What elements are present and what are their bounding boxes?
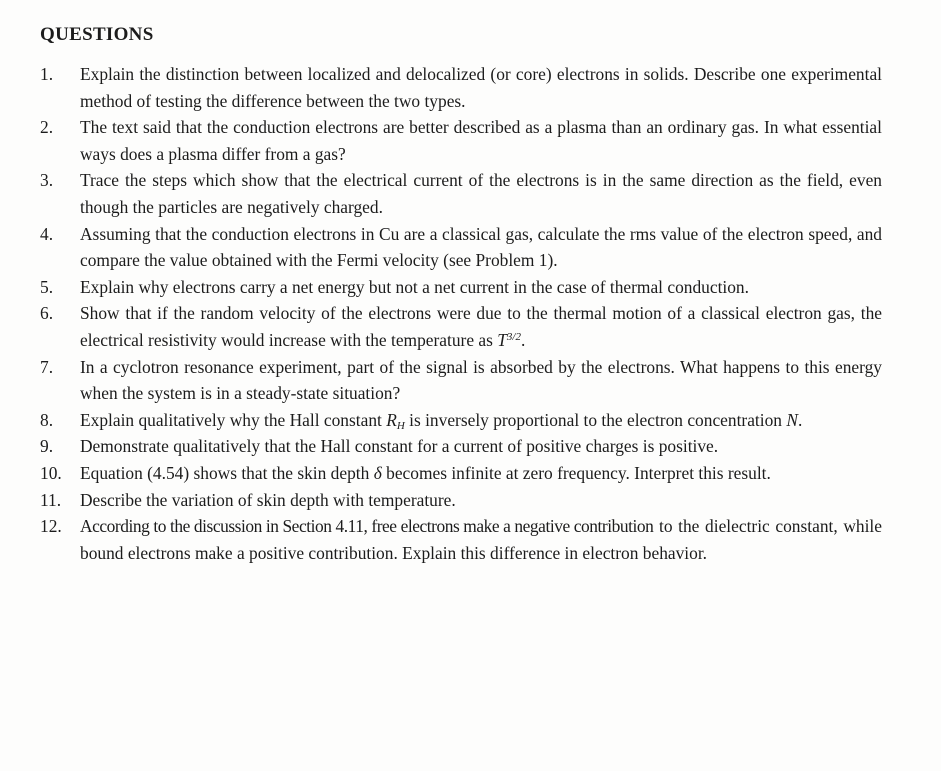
question-text-wrap [80,460,882,487]
question-item-6 [40,300,882,353]
question-item-2 [40,114,882,167]
question-text: Explain qualitatively why the Hall constant [80,409,382,430]
question-number: 10. [40,462,62,483]
question-number: 11. [40,489,62,510]
question-number: 12. [40,516,62,537]
section-heading: QUESTIONS [40,24,154,45]
question-item-7 [40,354,882,407]
sentence-end: . [797,409,803,430]
math-variable-R: R [386,409,397,430]
math-variable-delta: δ [373,462,382,483]
question-text: Trace the steps which show that the electrical current of the electrons is in the same direction as the field, even though the particles are negatively charged. [80,170,882,217]
question-text: Show that if the random velocity of the electrons were due to the thermal motion of a classical electron gas, the electrical resistivity would increase with the temperature as [80,303,882,350]
question-item-8 [40,407,882,434]
question-number: 1. [40,64,54,84]
question-number: 6. [40,303,54,324]
question-item-9 [40,433,882,460]
math-variable-N: N [786,409,798,430]
question-text: Equation (4.54) shows that the skin depth [80,462,370,483]
question-number: 2. [40,117,54,138]
question-number: 7. [40,356,54,377]
math-subscript: H [396,419,405,432]
question-item-4 [40,221,882,274]
question-text: Assuming that the conduction electrons in Cu are a classical gas, calculate the rms value of the electron speed, and compare the value obtained with the Fermi velocity (see Problem 1). [80,223,882,271]
question-text: Explain why electrons carry a net energy but not a net current in the case of thermal conduction. [80,276,749,297]
question-number: 5. [40,276,54,297]
question-item-11 [40,487,882,514]
math-exponent: 3/2 [506,330,521,343]
question-text-first-line: According to the discussion in Section 4.11, free electrons make a negative contribution [80,516,654,537]
question-text: to the dielectric constant, while bound electrons make a positive contribution. Explain this difference in electron behavior. [80,516,882,563]
question-number: 4. [40,223,54,244]
question-number: 3. [40,170,54,191]
question-text: Demonstrate qualitatively that the Hall constant for a current of positive charges is positive. [80,436,719,457]
question-item-5 [40,274,882,301]
sentence-end: . [520,329,526,350]
question-number: 9. [40,436,54,457]
question-text-wrap [80,513,882,566]
question-text-wrap [80,407,882,434]
question-item-12 [40,513,882,566]
question-text-cont: becomes infinite at zero frequency. Interpret this result. [386,462,771,483]
question-text-wrap [80,300,882,353]
question-list [40,61,882,566]
question-item-1 [40,61,882,114]
math-variable-T: T [497,329,507,350]
question-text: The text said that the conduction electrons are better described as a plasma than an ordinary gas. In what essential ways does a plasma differ from a gas? [80,117,882,164]
question-text-cont: is inversely proportional to the electron concentration [409,409,782,430]
question-text: In a cyclotron resonance experiment, part of the signal is absorbed by the electrons. What happens to this energy when the system is in a steady-state situation? [80,356,882,404]
question-number: 8. [40,409,54,430]
question-item-10 [40,460,882,487]
question-text: Describe the variation of skin depth with temperature. [80,489,456,510]
question-item-3 [40,167,882,220]
question-text: Explain the distinction between localized and delocalized (or core) electrons in solids. Describe one experimental method of testing the difference between the two types. [80,64,882,111]
